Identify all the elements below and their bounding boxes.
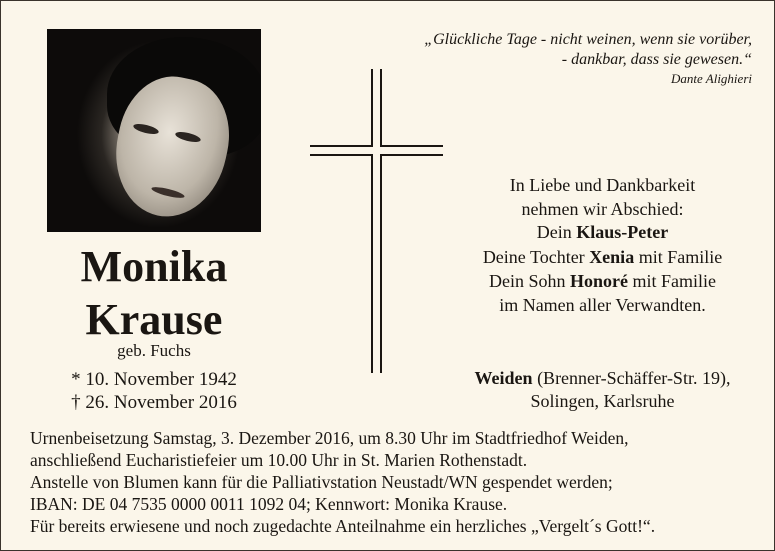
- mourner-husband: Dein Klaus-Peter: [536, 222, 669, 242]
- info-line-4: IBAN: DE 04 7535 0000 0011 1092 04; Kennwort: Monika Krause.: [30, 494, 508, 514]
- deceased-last-name: Krause: [85, 295, 223, 344]
- quote-line-1: „Glückliche Tage - nicht weinen, wenn sie vorüber,: [424, 31, 752, 48]
- quote-line-2: - dankbar, dass sie gewesen.“: [561, 51, 752, 68]
- mourner-daughter: Deine Tochter Xenia mit Familie: [482, 247, 723, 267]
- mourner-son: Dein Sohn Honoré mit Familie: [489, 271, 716, 291]
- mourners-intro-1: In Liebe und Dankbarkeit: [509, 175, 696, 195]
- deceased-first-name: Monika: [80, 242, 228, 291]
- death-date: † 26. November 2016: [71, 392, 237, 413]
- mourners-intro-2: nehmen wir Abschied:: [521, 199, 684, 219]
- birth-date: * 10. November 1942: [71, 369, 237, 390]
- info-line-2: anschließend Eucharistiefeier um 10.00 Uhr in St. Marien Rothenstadt.: [30, 450, 528, 470]
- birth-name: geb. Fuchs: [117, 341, 191, 360]
- portrait-photo: [47, 29, 261, 232]
- place-weiden: Weiden (Brenner-Schäffer-Str. 19),: [474, 368, 731, 388]
- place-others: Solingen, Karlsruhe: [530, 391, 675, 411]
- info-line-5: Für bereits erwiesene und noch zugedachte Anteilnahme ein herzliches „Vergelt´s Gott!“.: [30, 516, 656, 536]
- info-line-3: Anstelle von Blumen kann für die Palliativstation Neustadt/WN gespendet werden;: [30, 472, 613, 492]
- quote-author: Dante Alighieri: [670, 71, 752, 86]
- mourners-relatives: im Namen aller Verwandten.: [499, 295, 706, 315]
- info-line-1: Urnenbeisetzung Samstag, 3. Dezember 2016, um 8.30 Uhr im Stadtfriedhof Weiden,: [30, 428, 629, 448]
